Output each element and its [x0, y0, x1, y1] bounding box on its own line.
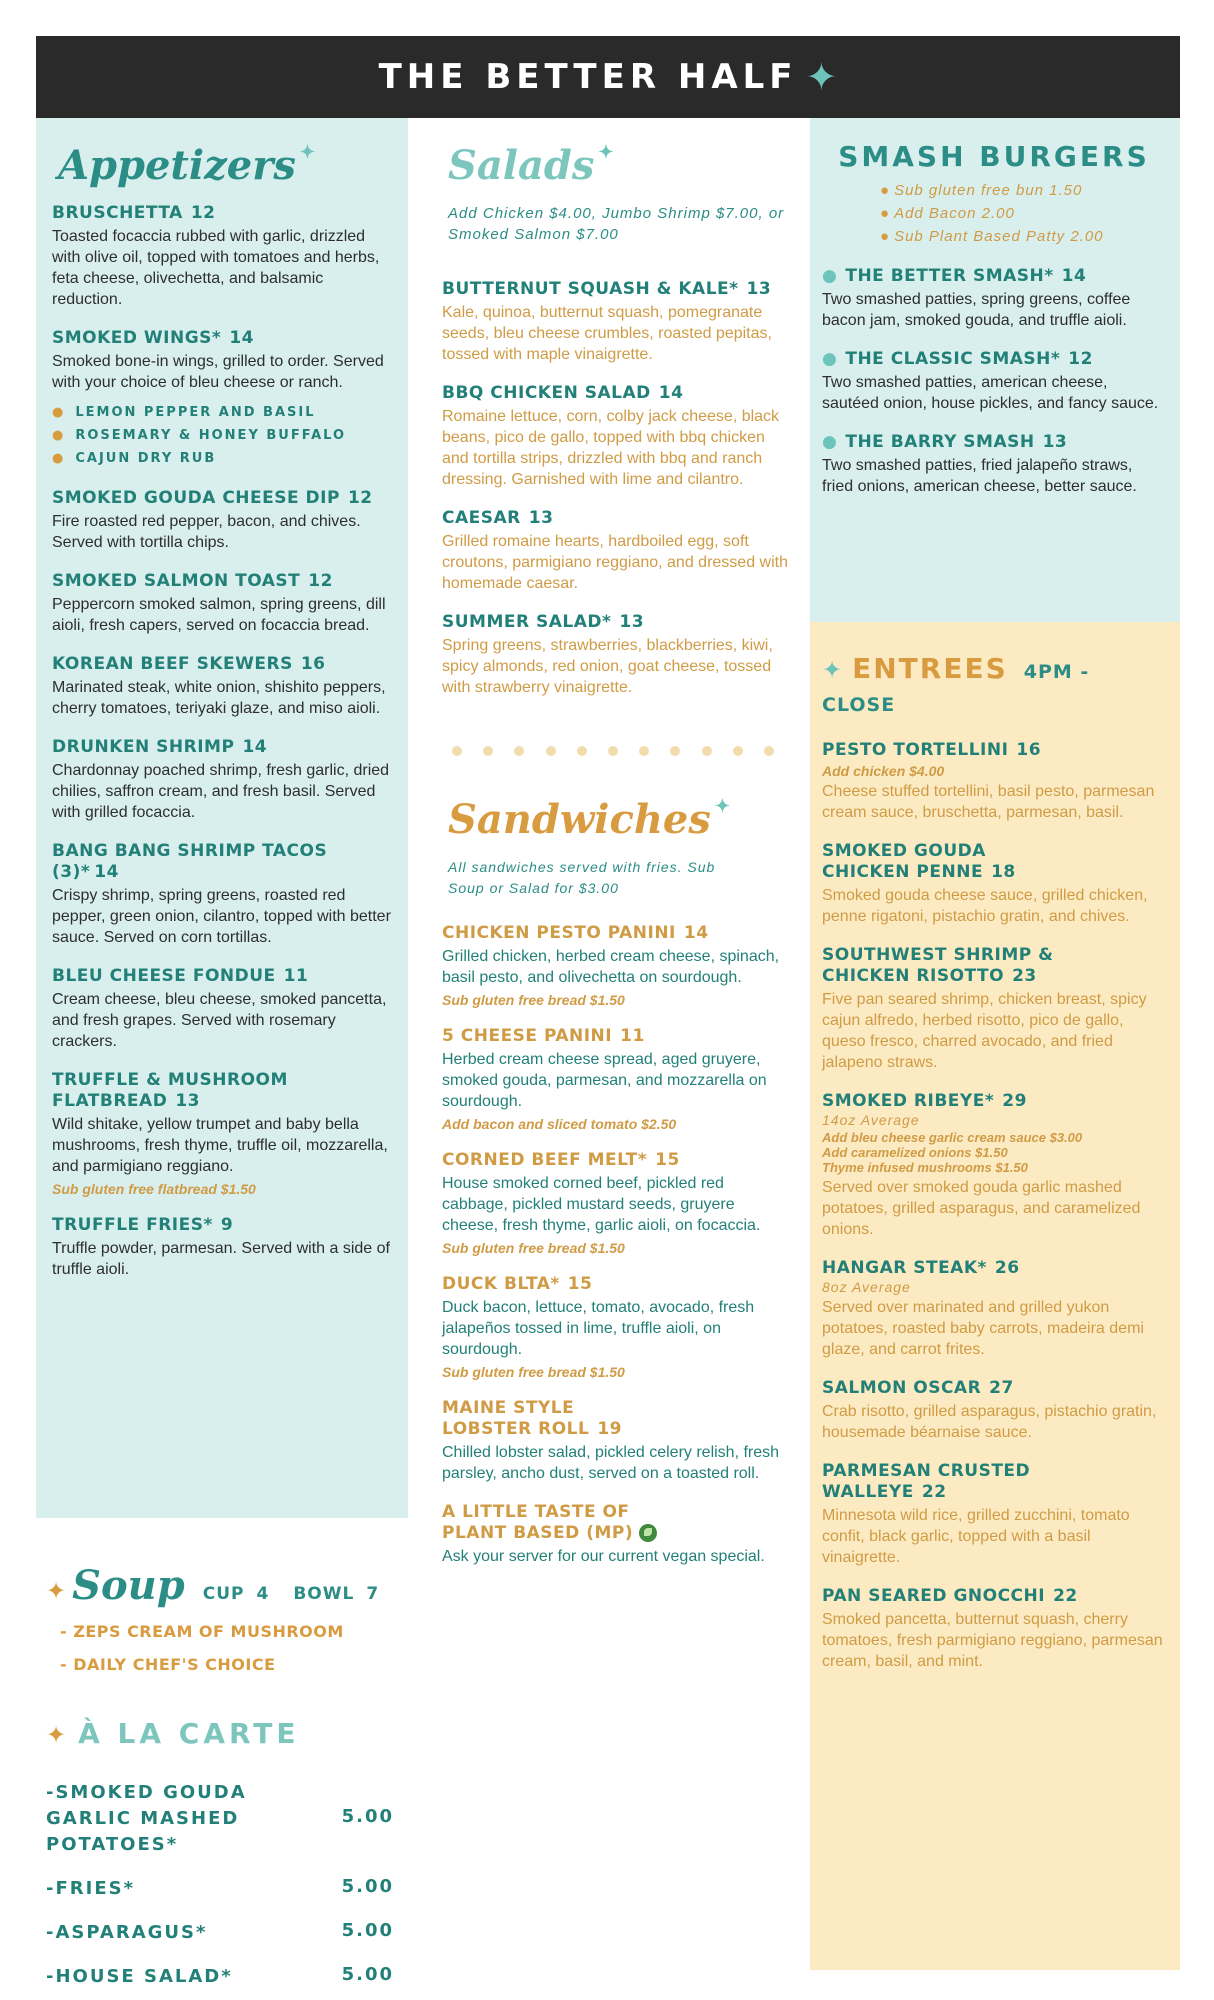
- item-price: 14: [229, 328, 254, 348]
- menu-item: [52, 1070, 392, 1197]
- item-price: 16: [1016, 740, 1042, 760]
- item-name: DRUNKEN SHRIMP: [52, 737, 235, 757]
- bullet-icon: ●: [822, 432, 838, 452]
- salads-sandwiches-section: [428, 118, 800, 1998]
- item-description: Duck bacon, lettuce, tomato, avocado, fresh jalapeños tossed in lime, truffle aioli, on sourdough.: [442, 1299, 755, 1358]
- item-description: Two smashed patties, spring greens, coffee bacon jam, smoked gouda, and truffle aioli.: [822, 291, 1131, 329]
- item-note: Sub gluten free bread $1.50: [442, 1240, 625, 1256]
- item-price: 22: [921, 1482, 947, 1502]
- list-item: ● LEMON PEPPER AND BASIL: [52, 405, 316, 420]
- item-description: Crispy shrimp, spring greens, roasted red pepper, green onion, cilantro, topped with better sauce. Served on corn tortillas.: [52, 887, 391, 946]
- list-item: [46, 1780, 398, 1858]
- item-price: 13: [746, 279, 772, 299]
- a-la-carte-heading: ✦ À LA CARTE: [46, 1717, 300, 1750]
- soup-and-sides-section: [36, 1540, 408, 1987]
- item-description: Grilled romaine hearts, hardboiled egg, soft croutons, parmigiano reggiano, and dressed with homemade caesar.: [442, 533, 788, 592]
- item-name: SALMON OSCAR: [822, 1378, 982, 1398]
- menu-item: [442, 1398, 790, 1484]
- item-price: 13: [1042, 432, 1068, 452]
- item-price: 15: [655, 1150, 680, 1170]
- bullet-icon: ●: [52, 428, 66, 443]
- item-name: SMOKED GOUDA CHEESE DIP: [52, 488, 340, 508]
- item-note: Sub gluten free bread $1.50: [442, 1364, 625, 1380]
- item-name: MAINE STYLE LOBSTER ROLL: [442, 1398, 590, 1439]
- item-name: PAN SEARED GNOCCHI: [822, 1586, 1046, 1606]
- item-price: 12: [1068, 349, 1093, 369]
- cup-label: CUP: [202, 1584, 245, 1604]
- item-description: Crab risotto, grilled asparagus, pistachio gratin, housemade béarnaise sauce.: [822, 1403, 1157, 1441]
- menu-item: [442, 1274, 790, 1380]
- menu-item: [822, 1378, 1166, 1443]
- menu-item: [52, 966, 392, 1052]
- smash-burgers-section: [810, 118, 1180, 622]
- menu-item: [442, 508, 790, 594]
- salads-heading: Salads ✦: [448, 142, 614, 189]
- item-name: KOREAN BEEF SKEWERS: [52, 654, 293, 674]
- side-name: -SMOKED GOUDA GARLIC MASHED POTATOES*: [46, 1782, 247, 1855]
- item-description: Cream cheese, bleu cheese, smoked pancetta, and fresh grapes. Served with rosemary crackers.: [52, 991, 387, 1050]
- menu-item: [52, 1215, 392, 1280]
- sparkle-icon: ✦: [805, 55, 838, 99]
- appetizers-section: [36, 118, 408, 1518]
- menu-item: [52, 328, 392, 393]
- item-price: 11: [283, 966, 309, 986]
- item-name: TRUFFLE & MUSHROOM FLATBREAD: [52, 1070, 288, 1111]
- menu-item: [822, 1091, 1166, 1240]
- list-item: ● Sub gluten free bun 1.50: [880, 182, 1083, 199]
- list-item: ● ROSEMARY & HONEY BUFFALO: [52, 428, 347, 443]
- side-price: 5.00: [341, 1964, 394, 1985]
- item-price: 14: [658, 383, 684, 403]
- item-price: 11: [620, 1026, 645, 1046]
- item-description: Minnesota wild rice, grilled zucchini, tomato confit, black garlic, topped with a basil vinaigrette.: [822, 1507, 1130, 1566]
- entrees-hours: 4PM - CLOSE: [822, 661, 1090, 716]
- item-name: TRUFFLE FRIES*: [52, 1215, 213, 1235]
- item-price: 13: [175, 1091, 200, 1111]
- side-name: -HOUSE SALAD*: [46, 1966, 233, 1987]
- item-description: Served over marinated and grilled yukon potatoes, roasted baby carrots, madeira demi glaze, and carrot frites.: [822, 1299, 1144, 1358]
- item-description: Spring greens, strawberries, blackberries, kiwi, spicy almonds, red onion, goat cheese, tossed with strawberry vinaigrette.: [442, 637, 773, 696]
- list-item: ● CAJUN DRY RUB: [52, 451, 217, 466]
- item-price: 13: [619, 612, 645, 632]
- item-description: Fire roasted red pepper, bacon, and chives. Served with tortilla chips.: [52, 513, 361, 551]
- bullet-icon: ●: [880, 228, 891, 245]
- list-item: [46, 1964, 398, 1990]
- soup-sizes: [203, 1584, 391, 1604]
- item-description: Chilled lobster salad, pickled celery relish, fresh parsley, ancho dust, served on a toasted roll.: [442, 1444, 780, 1482]
- burger-options-list: [880, 179, 1166, 248]
- list-item: [46, 1876, 398, 1902]
- side-price: 5.00: [341, 1806, 394, 1827]
- item-name: THE BARRY SMASH: [845, 432, 1035, 452]
- item-description: Kale, quinoa, butternut squash, pomegranate seeds, bleu cheese crumbles, roasted pepitas, tossed with maple vinaigrette.: [442, 304, 772, 363]
- menu-item: [52, 841, 392, 948]
- item-description: Marinated steak, white onion, shishito peppers, cherry tomatoes, teriyaki glaze, and miso aioli.: [52, 679, 386, 717]
- menu-item: [822, 266, 1166, 331]
- menu-item: [52, 654, 392, 719]
- item-note: Sub gluten free flatbread $1.50: [52, 1181, 256, 1197]
- item-weight: 8oz Average: [822, 1279, 911, 1295]
- sandwiches-intro: All sandwiches served with fries. Sub Soup or Salad for $3.00: [448, 859, 716, 896]
- item-name: BANG BANG SHRIMP TACOS (3)*: [52, 841, 328, 882]
- item-name: SMOKED RIBEYE*: [822, 1091, 995, 1111]
- item-note: Add bacon and sliced tomato $2.50: [442, 1116, 677, 1132]
- menu-item: [822, 1258, 1166, 1360]
- menu-item: [822, 945, 1166, 1073]
- menu-item: [442, 612, 790, 698]
- menu-item: [52, 571, 392, 636]
- bullet-icon: ●: [880, 182, 891, 199]
- list-item: ● Sub Plant Based Patty 2.00: [880, 228, 1104, 245]
- item-description: Chardonnay poached shrimp, fresh garlic, dried chilies, saffron cream, and fresh basil. Served with grilled focaccia.: [52, 762, 390, 821]
- dot-divider: [452, 746, 774, 756]
- list-item: - DAILY CHEF'S CHOICE: [60, 1655, 276, 1674]
- item-name: DUCK BLTA*: [442, 1274, 560, 1294]
- item-price: 27: [989, 1378, 1014, 1398]
- menu-item: [822, 1461, 1166, 1568]
- entrees-heading: ✦ ENTREES 4PM - CLOSE: [822, 652, 1090, 716]
- side-price: 5.00: [341, 1876, 394, 1897]
- bowl-price: 7: [366, 1584, 380, 1604]
- wing-sauce-list: [52, 401, 392, 470]
- item-description: Grilled chicken, herbed cream cheese, spinach, basil pesto, and olivechetta on sourdough.: [442, 948, 780, 986]
- item-note: Add caramelized onions $1.50: [822, 1145, 1008, 1160]
- sparkle-icon: ✦: [46, 1577, 67, 1605]
- bullet-icon: ●: [880, 205, 891, 222]
- item-name: BLEU CHEESE FONDUE: [52, 966, 276, 986]
- item-price: 16: [300, 654, 326, 674]
- item-name: SOUTHWEST SHRIMP & CHICKEN RISOTTO: [822, 945, 1054, 986]
- menu-item: [52, 488, 392, 553]
- menu-item: [442, 1026, 790, 1132]
- sparkle-icon: ✦: [714, 796, 730, 817]
- item-name: PARMESAN CRUSTED WALLEYE: [822, 1461, 1031, 1502]
- item-name: SMOKED GOUDA CHICKEN PENNE: [822, 841, 986, 882]
- item-description: Smoked pancetta, butternut squash, cherry tomatoes, fresh parmigiano reggiano, parmesan cream, basil, and mint.: [822, 1611, 1163, 1670]
- item-name: SMOKED SALMON TOAST: [52, 571, 301, 591]
- item-name: 5 CHEESE PANINI: [442, 1026, 613, 1046]
- soup-title: Soup: [72, 1562, 185, 1609]
- item-name: BRUSCHETTA: [52, 203, 183, 223]
- sparkle-icon: ✦: [598, 142, 614, 163]
- item-price: 14: [683, 923, 709, 943]
- bullet-icon: ●: [52, 451, 66, 466]
- cup-price: 4: [256, 1584, 270, 1604]
- menu-item: [822, 1586, 1166, 1672]
- menu-item: [822, 349, 1166, 414]
- menu-item: [442, 1150, 790, 1256]
- item-weight: 14oz Average: [822, 1112, 920, 1128]
- item-description: House smoked corned beef, pickled red cabbage, pickled mustard seeds, gruyere cheese, fresh thyme, garlic aioli, on focaccia.: [442, 1175, 761, 1234]
- item-name: A LITTLE TASTE OF PLANT BASED (MP): [442, 1502, 634, 1543]
- menu-item: [442, 923, 790, 1008]
- menu-header: [36, 36, 1180, 118]
- item-description: Served over smoked gouda garlic mashed potatoes, grilled asparagus, and caramelized onions.: [822, 1179, 1141, 1238]
- item-note: Thyme infused mushrooms $1.50: [822, 1160, 1028, 1175]
- bullet-icon: ●: [822, 266, 838, 286]
- item-description: Ask your server for our current vegan special.: [442, 1548, 765, 1565]
- item-name: PESTO TORTELLINI: [822, 740, 1009, 760]
- item-price: 14: [94, 862, 119, 882]
- menu-item: [442, 1502, 790, 1567]
- item-description: Cheese stuffed tortellini, basil pesto, parmesan cream sauce, bruschetta, parmesan, basil.: [822, 783, 1155, 821]
- item-price: 22: [1053, 1586, 1078, 1606]
- item-price: 19: [597, 1419, 622, 1439]
- item-description: Smoked bone-in wings, grilled to order. Served with your choice of bleu cheese or ranch.: [52, 353, 384, 391]
- item-price: 23: [1012, 966, 1037, 986]
- item-price: 18: [991, 862, 1016, 882]
- list-item: - ZEPS CREAM OF MUSHROOM: [60, 1622, 344, 1641]
- menu-item: [822, 432, 1166, 497]
- item-name: BBQ CHICKEN SALAD: [442, 383, 651, 403]
- bowl-label: BOWL: [293, 1584, 355, 1604]
- sparkle-icon: ✦: [46, 1721, 71, 1749]
- soup-list: [60, 1615, 398, 1681]
- item-description: Smoked gouda cheese sauce, grilled chicken, penne rigatoni, pistachio gratin, and chives.: [822, 887, 1148, 925]
- item-price: 14: [1061, 266, 1087, 286]
- item-note: Add chicken $4.00: [822, 763, 945, 779]
- item-price: 15: [567, 1274, 593, 1294]
- item-price: 26: [994, 1258, 1020, 1278]
- item-description: Two smashed patties, american cheese, sautéed onion, house pickles, and fancy sauce.: [822, 374, 1159, 412]
- list-item: ● Add Bacon 2.00: [880, 205, 1015, 222]
- item-name: CORNED BEEF MELT*: [442, 1150, 648, 1170]
- entrees-section: [810, 622, 1180, 1970]
- item-name: SMOKED WINGS*: [52, 328, 222, 348]
- item-price: 12: [190, 203, 216, 223]
- item-name: CAESAR: [442, 508, 521, 528]
- item-description: Five pan seared shrimp, chicken breast, spicy cajun alfredo, herbed risotto, pico de gallo, queso fresco, charred avocado, and fried jalapeno straws.: [822, 991, 1147, 1071]
- item-note: Add bleu cheese garlic cream sauce $3.00: [822, 1130, 1083, 1145]
- menu-item: [52, 203, 392, 310]
- item-name: BUTTERNUT SQUASH & KALE*: [442, 279, 739, 299]
- item-name: THE CLASSIC SMASH*: [845, 349, 1061, 369]
- side-name: -FRIES*: [46, 1878, 135, 1899]
- sparkle-icon: ✦: [822, 656, 845, 684]
- item-description: Two smashed patties, fried jalapeño straws, fried onions, american cheese, better sauce.: [822, 457, 1137, 495]
- side-name: -ASPARAGUS*: [46, 1922, 208, 1943]
- restaurant-name: THE BETTER HALF: [378, 57, 798, 97]
- menu-item: [822, 841, 1166, 927]
- item-name: HANGAR STEAK*: [822, 1258, 987, 1278]
- soup-heading: [46, 1562, 398, 1609]
- item-name: THE BETTER SMASH*: [845, 266, 1054, 286]
- appetizers-heading: Appetizers ✦: [58, 142, 315, 189]
- item-price: 12: [308, 571, 333, 591]
- bullet-icon: ●: [822, 349, 838, 369]
- item-price: 9: [220, 1215, 234, 1235]
- item-note: Sub gluten free bread $1.50: [442, 992, 625, 1008]
- item-name: SUMMER SALAD*: [442, 612, 612, 632]
- item-description: Toasted focaccia rubbed with garlic, drizzled with olive oil, topped with tomatoes and herbs, feta cheese, olivechetta, and balsamic reduction.: [52, 228, 380, 308]
- list-item: [46, 1920, 398, 1946]
- item-price: 12: [347, 488, 373, 508]
- salads-intro: Add Chicken $4.00, Jumbo Shrimp $7.00, or Smoked Salmon $7.00: [448, 205, 785, 243]
- item-description: Wild shitake, yellow trumpet and baby bella mushrooms, fresh thyme, truffle oil, mozzarella, and parmigiano reggiano.: [52, 1116, 388, 1175]
- item-description: Romaine lettuce, corn, colby jack cheese, black beans, pico de gallo, topped with bbq chicken and tortilla strips, drizzled with bbq and ranch dressing. Garnished with lime and cilantro.: [442, 408, 780, 488]
- bullet-icon: ●: [52, 405, 66, 420]
- sparkle-icon: ✦: [299, 142, 315, 163]
- item-price: 29: [1002, 1091, 1027, 1111]
- smash-burgers-heading: SMASH BURGERS: [838, 140, 1150, 173]
- item-description: Herbed cream cheese spread, aged gruyere, smoked gouda, parmesan, and mozzarella on sourdough.: [442, 1051, 767, 1110]
- item-price: 14: [242, 737, 268, 757]
- menu-item: [442, 279, 790, 365]
- item-price: 13: [528, 508, 554, 528]
- menu-item: [442, 383, 790, 490]
- menu-item: [822, 740, 1166, 823]
- side-price: 5.00: [341, 1920, 394, 1941]
- item-description: Truffle powder, parmesan. Served with a side of truffle aioli.: [52, 1240, 390, 1278]
- item-description: Peppercorn smoked salmon, spring greens, dill aioli, fresh capers, served on focaccia bread.: [52, 596, 386, 634]
- item-name: CHICKEN PESTO PANINI: [442, 923, 676, 943]
- menu-item: [52, 737, 392, 823]
- sandwiches-heading: Sandwiches ✦: [448, 796, 730, 843]
- vegan-leaf-icon: [639, 1524, 657, 1542]
